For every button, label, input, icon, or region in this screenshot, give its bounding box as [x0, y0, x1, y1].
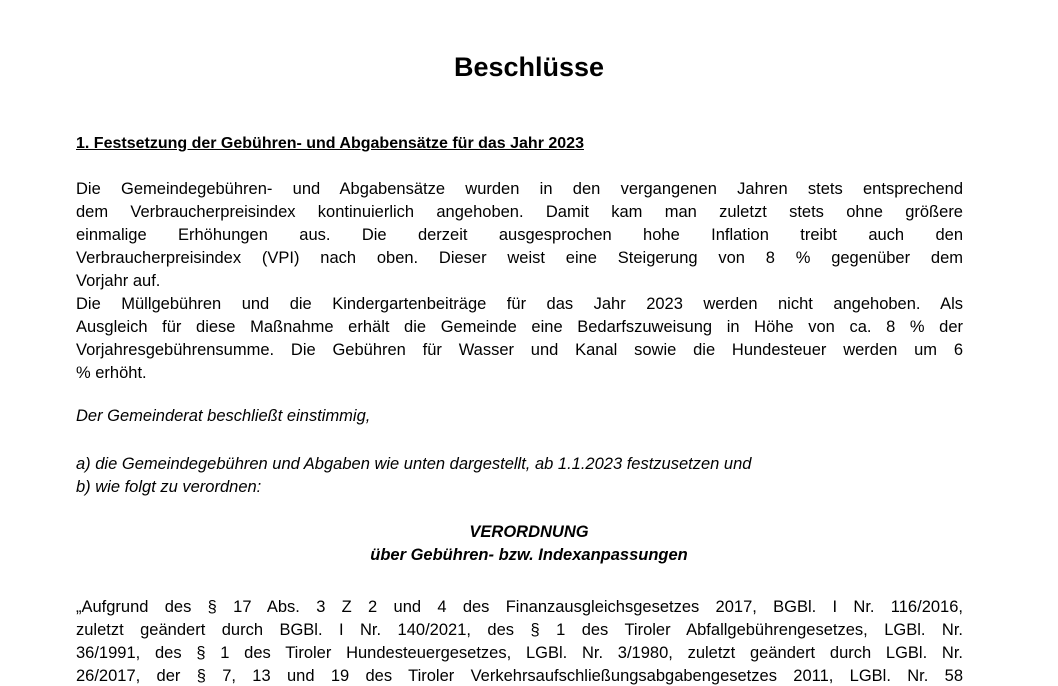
- page-title: Beschlüsse: [453, 52, 605, 82]
- ordinance-text-line: „Aufgrund des § 17 Abs. 3 Z 2 und 4 des Finanzausgleichsgesetzes 2017, BGBl. I Nr. 116/2016,: [76, 598, 963, 616]
- paragraph2-line: % erhöht.: [76, 364, 147, 382]
- paragraph1-line: Verbraucherpreisindex (VPI) nach oben. Dieser weist eine Steigerung von 8 % gegenüber dem: [76, 249, 963, 267]
- paragraph2-line: Die Müllgebühren und die Kindergartenbeiträge für das Jahr 2023 werden nicht angehoben. Als: [76, 295, 963, 313]
- paragraph1-line: Vorjahr auf.: [76, 272, 161, 290]
- section-heading: 1. Festsetzung der Gebühren- und Abgabensätze für das Jahr 2023: [76, 135, 584, 152]
- paragraph2-line: Ausgleich für diese Maßnahme erhält die Gemeinde eine Bedarfszuweisung in Höhe von ca. 8 % der: [76, 318, 963, 336]
- ordinance-subtitle: über Gebühren- bzw. Indexanpassungen: [370, 546, 688, 564]
- ordinance-text-line: zuletzt geändert durch BGBl. I Nr. 140/2021, des § 1 des Tiroler Abfallgebührengesetzes, LGBl. Nr.: [76, 621, 963, 639]
- resolution-item-b: b) wie folgt zu verordnen:: [76, 478, 262, 496]
- ordinance-text-line: 26/2017, der § 7, 13 und 19 des Tiroler Verkehrsaufschließungsabgabengesetzes 2011, LGBl. Nr. 58: [76, 667, 963, 685]
- resolution-intro: Der Gemeinderat beschließt einstimmig,: [76, 407, 371, 425]
- paragraph2-line: Vorjahresgebührensumme. Die Gebühren für Wasser und Kanal sowie die Hundesteuer werden um 6: [76, 341, 963, 359]
- resolution-item-a: a) die Gemeindegebühren und Abgaben wie unten dargestellt, ab 1.1.2023 festzusetzen und: [76, 455, 752, 473]
- paragraph1-line: dem Verbraucherpreisindex kontinuierlich angehoben. Damit kam man zuletzt stets ohne größere: [76, 203, 963, 221]
- paragraph1-line: Die Gemeindegebühren- und Abgabensätze wurden in den vergangenen Jahren stets entsprechend: [76, 180, 963, 198]
- paragraph1-line: einmalige Erhöhungen aus. Die derzeit ausgesprochen hohe Inflation treibt auch den: [76, 226, 963, 244]
- ordinance-text-line: 36/1991, des § 1 des Tiroler Hundesteuergesetzes, LGBl. Nr. 3/1980, zuletzt geändert durch LGBl. Nr.: [76, 644, 963, 662]
- ordinance-title: VERORDNUNG: [469, 523, 589, 541]
